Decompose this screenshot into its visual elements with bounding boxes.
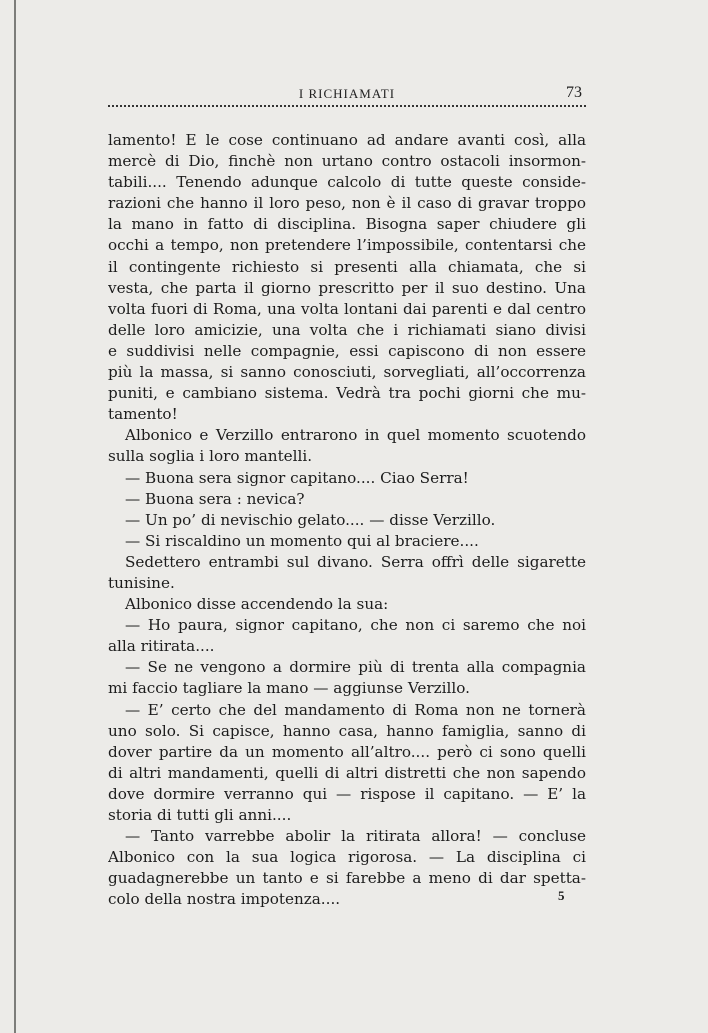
- text-line: dover partire da un momento all’altro.... però ci sono quelli: [108, 742, 586, 761]
- text-line: tabili.... Tenendo adunque calcolo di tutte queste conside-: [108, 173, 586, 192]
- text-line: guadagnerebbe un tanto e si farebbe a meno di dar spetta-: [108, 869, 586, 888]
- text-line: Albonico disse accendendo la sua:: [125, 595, 389, 614]
- text-line: colo della nostra impotenza....: [108, 890, 341, 909]
- text-line: il contingente richiesto si presenti alla chiamata, che si: [108, 257, 586, 276]
- text-line: alla ritirata....: [108, 637, 215, 656]
- text-line: storia di tutti gli anni....: [108, 806, 292, 824]
- text-line: Albonico e Verzillo entrarono in quel momento scuotendo: [125, 426, 586, 445]
- text-line: delle loro amicizie, una volta che i richiamati siano divisi: [108, 320, 586, 339]
- text-line: Sedettero entrambi sul divano. Serra offrì delle sigarette: [125, 552, 586, 571]
- text-line: occhi a tempo, non pretendere l’impossibile, contentarsi che: [108, 236, 586, 255]
- text-line: di altri mandamenti, quelli di altri distretti che non sapendo: [108, 763, 586, 782]
- body-text: [108, 130, 586, 910]
- text-line: volta fuori di Roma, una volta lontani dai parenti e dal centro: [108, 299, 586, 318]
- text-line: puniti, e cambiano sistema. Vedrà tra pochi giorni che mu-: [108, 384, 586, 403]
- page-number: 73: [566, 84, 582, 101]
- text-line: — Si riscaldino un momento qui al braciere....: [125, 531, 479, 550]
- text-line: Albonico con la sua logica rigorosa. — La disciplina ci: [108, 848, 586, 867]
- text-line: uno solo. Si capisce, hanno casa, hanno famiglia, sanno di: [108, 721, 586, 740]
- text-line: — Tanto varrebbe abolir la ritirata allora! — concluse: [125, 827, 586, 846]
- text-line: sulla soglia i loro mantelli.: [108, 447, 313, 466]
- text-line: lamento! E le cose continuano ad andare avanti così, alla: [108, 131, 586, 149]
- text-line: vesta, che parta il giorno prescritto per il suo destino. Una: [108, 278, 586, 297]
- header-rule: [108, 105, 586, 107]
- text-line: tunisine.: [108, 573, 175, 592]
- binding-edge: [14, 0, 16, 1033]
- text-line: — Ho paura, signor capitano, che non ci saremo che noi: [125, 616, 586, 635]
- text-line: mi faccio tagliare la mano — aggiunse Verzillo.: [108, 679, 470, 698]
- text-line: più la massa, si sanno conosciuti, sorvegliati, all’occorrenza: [108, 363, 586, 382]
- text-line: — Un po’ di nevischio gelato.... — disse Verzillo.: [125, 510, 496, 529]
- text-line: mercè di Dio, finchè non urtano contro ostacoli insormon-: [108, 152, 586, 171]
- text-line: — Buona sera signor capitano.... Ciao Serra!: [125, 468, 469, 487]
- text-line: dove dormire verranno qui — rispose il capitano. — E’ la: [108, 784, 586, 803]
- text-line: — E’ certo che del mandamento di Roma non ne tornerà: [125, 700, 586, 719]
- running-title: I RICHIAMATI: [298, 86, 396, 101]
- text-line: razioni che hanno il loro peso, non è il caso di gravar troppo: [108, 194, 586, 213]
- page-header: [108, 86, 586, 108]
- text-line: — Se ne vengono a dormire più di trenta alla compagnia: [125, 658, 586, 677]
- text-line: tamento!: [108, 405, 178, 424]
- text-line: — Buona sera : nevica?: [125, 489, 305, 508]
- signature-mark: 5: [558, 888, 565, 903]
- text-line: e suddivisi nelle compagnie, essi capiscono di non essere: [108, 341, 586, 360]
- text-line: la mano in fatto di disciplina. Bisogna saper chiudere gli: [108, 215, 586, 234]
